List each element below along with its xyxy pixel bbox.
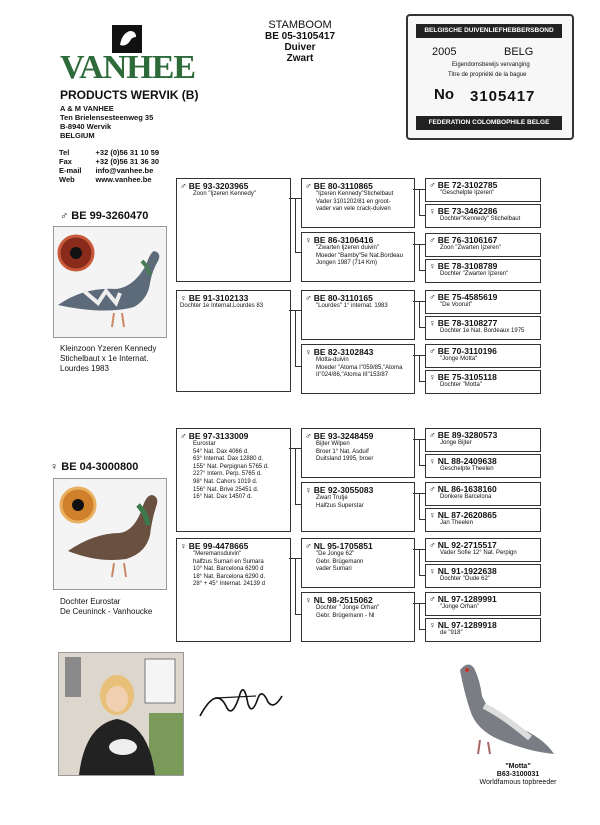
box-line: Jonge Bijter (440, 440, 472, 446)
contact-label: Fax (59, 157, 72, 166)
male-icon: ♂ (429, 430, 436, 440)
title-color: Zwart (286, 53, 314, 64)
male-icon: ♂ (180, 431, 187, 441)
contact-value[interactable]: www.vanhee.be (95, 175, 152, 184)
gen4-box (425, 316, 541, 340)
box-line: Jongen 1987 (714 Km) (316, 260, 378, 267)
contact-label: Tel (59, 148, 70, 157)
gen4-box (425, 259, 541, 283)
caption-line: Stichelbaut x 1e Internat. (60, 354, 149, 363)
ring-number: BE 76-3106167 (437, 235, 498, 245)
sire-photo (53, 226, 167, 338)
ring-number: NL 97-1289918 (437, 620, 497, 630)
box-line: Donkere Barcelona (440, 494, 492, 500)
female-icon: ♀ (180, 293, 187, 303)
ring-number: BE 78-3108277 (437, 318, 498, 328)
female-icon: ♀ (305, 235, 312, 245)
certificate-line1: Eigendomsbewijs vervanging (452, 62, 530, 68)
motta-pigeon-icon (440, 654, 560, 764)
male-icon: ♂ (429, 540, 436, 550)
box-line: Dochter "Zwarten Ijzeren" (440, 271, 509, 277)
box-line: "De Jonge 62" (316, 551, 355, 557)
box-line: II"024/86,"Atoma III"153/87 (316, 372, 389, 379)
title-type: Duiver (284, 42, 316, 53)
motta-ring: B63-3100031 (496, 771, 540, 778)
box-line: Vader 3101202/81 en groot- (316, 198, 391, 205)
pigeon-photo-icon (54, 227, 166, 337)
gen4-box (425, 454, 541, 478)
box-line: Dochter "Oude 62" (440, 576, 490, 582)
woman-photo-icon (59, 653, 183, 775)
ring-number: BE 75-4585619 (437, 292, 498, 302)
female-icon: ♀ (429, 566, 436, 576)
ring-number: BE 75-3105118 (437, 372, 497, 382)
box-line: "Jonge Orhan" (440, 604, 479, 610)
ring-number: BE 82-3102843 (313, 347, 374, 357)
gen4-box (425, 482, 541, 506)
ring-number: BE 92-3055083 (313, 485, 374, 495)
male-icon: ♂ (305, 541, 312, 551)
address-line: BELGIUM (60, 131, 95, 140)
female-icon: ♀ (429, 206, 436, 216)
address-line: A & M VANHEE (60, 104, 114, 113)
box-line: Jan Theelen (440, 520, 473, 526)
contact-value: +32 (0)56 31 36 30 (95, 157, 160, 166)
motta-name: "Motta" (505, 763, 531, 770)
certificate-no-label: No (434, 86, 454, 103)
ring-number: BE 73-3462286 (437, 206, 498, 216)
dam-caption (60, 597, 152, 617)
motta-caption (478, 763, 558, 787)
male-icon: ♂ (429, 484, 436, 494)
box-line: Dochter 1e Internat.Lourdes 83 (180, 303, 264, 309)
box-line: Moeder "Bamby"5e Nat.Bordeau (316, 252, 403, 259)
gen4-box (425, 618, 541, 642)
box-line: Motta-duivin (316, 357, 349, 363)
ring-number: NL 86-1638160 (437, 484, 497, 494)
caption-line: Dochter Eurostar (60, 597, 121, 606)
female-icon: ♀ (305, 347, 312, 357)
gen4-box (425, 290, 541, 314)
female-icon: ♀ (429, 261, 436, 271)
female-icon: ♀ (180, 541, 187, 551)
ring-number: BE 80-3110165 (313, 293, 373, 303)
sire-ring-number: BE 99-3260470 (71, 210, 149, 222)
ring-number: BE 99-4478665 (188, 541, 249, 551)
box-line: de "918" (440, 630, 463, 636)
caption-line: De Ceuninck - Vanhoucke (60, 607, 153, 616)
ring-number: NL 97-1289991 (437, 594, 497, 604)
gen2-box (176, 428, 291, 532)
box-line: "Jonge Motta" (440, 356, 478, 362)
gen2-box (176, 538, 291, 642)
certificate-year: 2005 (432, 46, 457, 58)
sire-ring (60, 210, 148, 222)
company-logo (60, 25, 240, 115)
pigeon-photo-icon (54, 479, 166, 589)
box-line: 63° Internat. Dax 12880 d. (193, 456, 264, 463)
certificate-number: 3105417 (470, 88, 536, 105)
ring-number: NL 92-2715517 (437, 540, 497, 550)
certificate-bottom-banner: FEDERATION COLOMBOPHILE BELGE (416, 116, 562, 130)
gen2-box (176, 290, 291, 392)
title-heading: STAMBOOM (268, 19, 332, 31)
male-icon: ♂ (429, 235, 436, 245)
gen4-box (425, 428, 541, 452)
sire-caption (60, 344, 156, 374)
ring-number: BE 91-3102133 (188, 293, 249, 303)
signature-icon (196, 676, 286, 726)
address-line: B-8940 Wervik (60, 122, 112, 131)
male-icon: ♂ (180, 181, 187, 191)
gen4-box (425, 233, 541, 257)
box-line: 54° Nat. Dax 4066 d. (193, 448, 249, 455)
male-icon: ♂ (429, 594, 436, 604)
ring-number: BE 72-3102785 (437, 180, 498, 190)
box-line: 155° Nat. Perpignan 5765 d. (193, 463, 269, 470)
box-line: 16° Nat. Dax 14507 d. (193, 494, 253, 501)
ring-number: BE 78-3108789 (437, 261, 498, 271)
box-line: "Zwarten Ijzeren duivin" (316, 245, 379, 251)
gen4-box (425, 370, 541, 394)
male-icon: ♂ (429, 292, 436, 302)
gen3-box (301, 592, 415, 642)
gen4-box (425, 204, 541, 228)
gen3-box (301, 290, 415, 340)
contact-value: +32 (0)56 31 10 59 (95, 148, 160, 157)
dam-ring (50, 461, 138, 473)
box-line: 156° Nat. Brive 25451 d. (193, 486, 259, 493)
female-icon: ♀ (305, 485, 312, 495)
gen3-box (301, 178, 415, 228)
contact-table (59, 148, 163, 184)
contact-label: E-mail (59, 166, 82, 175)
gen3-box (301, 538, 415, 588)
box-line: Zwart Trutje (316, 495, 348, 501)
gen3-box (301, 232, 415, 282)
box-line: Eurostar (193, 441, 216, 447)
caption-line: Lourdes 1983 (60, 364, 109, 373)
box-line: vader Sumari (316, 566, 352, 573)
owner-photo (58, 652, 184, 776)
box-line: "Geschelpte Ijzeren" (440, 190, 495, 196)
male-icon: ♂ (60, 210, 69, 222)
male-icon: ♂ (429, 180, 436, 190)
ring-number: NL 95-1705851 (313, 541, 373, 551)
logo-subtitle: PRODUCTS WERVIK (B) (60, 88, 199, 102)
female-icon: ♀ (429, 318, 436, 328)
box-line: Dochter " Jonge Orhan" (316, 605, 380, 611)
box-line: halfzus Sumari en Sumara (193, 558, 264, 565)
box-line: Dochter"Kennedy" Stichelbaut (440, 216, 521, 222)
gen2-box (176, 178, 291, 282)
contact-value[interactable]: info@vanhee.be (95, 166, 154, 175)
ring-number: BE 97-3133009 (188, 431, 249, 441)
male-icon: ♂ (305, 431, 312, 441)
dam-photo (53, 478, 167, 590)
title-ring: BE 05-3105417 (264, 31, 336, 42)
gen3-box (301, 428, 415, 478)
female-icon: ♀ (305, 595, 312, 605)
box-line: Bijter Wilpen (316, 441, 350, 447)
ring-number: NL 87-2620865 (437, 510, 497, 520)
box-line: 227° Intern. Perp. 5765 d. (193, 471, 262, 478)
box-line: 18° Nat. Barcelona 6290 d. (193, 573, 266, 580)
motta-description: Worldfamous topbreeder (479, 779, 557, 786)
caption-line: Kleinzoon Yzeren Kennedy (60, 344, 157, 353)
ring-number: NL 98-2515062 (313, 595, 373, 605)
box-line: vader van vele crack-duiven (316, 206, 391, 213)
box-line: "Meremansduivin" (193, 551, 242, 557)
ring-number: BE 93-3248459 (313, 431, 374, 441)
male-icon: ♂ (305, 293, 312, 303)
male-icon: ♂ (429, 346, 436, 356)
address-line: Ten Brielensesteenweg 35 (60, 113, 154, 122)
ring-number: BE 93-3203965 (188, 181, 249, 191)
contact-label: Web (59, 175, 75, 184)
box-line: Gebr. Brügemann - Nl (316, 612, 375, 619)
box-line: "Ijzeren Kennedy"Stichelbaut (316, 191, 394, 197)
dam-ring-number: BE 04-3000800 (61, 461, 139, 473)
box-line: 28° + 45° Internat. 24139 d (193, 581, 266, 588)
female-icon: ♀ (429, 510, 436, 520)
box-line: Duitsland 1995, broer (316, 456, 374, 463)
company-address (60, 104, 153, 140)
female-icon: ♀ (429, 620, 436, 630)
box-line: Geschelpte Theelen (440, 466, 494, 472)
male-icon: ♂ (305, 181, 312, 191)
box-line: 10° Nat. Barcelona 6290 d (193, 566, 264, 573)
pedigree-title (240, 20, 360, 64)
box-line: Broer 1° Nat. Asduif (316, 448, 369, 455)
ring-number: BE 89-3280573 (437, 430, 498, 440)
gen4-box (425, 592, 541, 616)
certificate-line2: Titre de propriété de la bague (448, 72, 527, 78)
box-line: Gebr. Brügemann (316, 558, 364, 565)
ring-number: BE 70-3110196 (437, 346, 497, 356)
box-line: 98° Nat. Cahors 1019 d. (193, 478, 258, 485)
logo-word: VANHEE (60, 49, 196, 86)
gen4-box (425, 344, 541, 368)
gen4-box (425, 538, 541, 562)
gen3-box (301, 344, 415, 394)
ring-number: BE 80-3110865 (313, 181, 373, 191)
certificate-top-banner: BELGISCHE DUIVENLIEFHEBBERSBOND (416, 24, 562, 38)
box-line: Vader Sofie 12° Nat. Perpign (440, 550, 517, 556)
ring-number: NL 88-2409638 (437, 456, 497, 466)
female-icon: ♀ (429, 456, 436, 466)
ring-number: BE 86-3106416 (313, 235, 374, 245)
box-line: Zoon "Zwarten Ijzeren" (440, 245, 501, 251)
gen4-box (425, 564, 541, 588)
box-line: Dochter "Motta" (440, 382, 482, 388)
box-line: Halfzus Superstar (316, 502, 364, 509)
box-line: Moeder "Atoma I"059/85,"Atoma (316, 364, 403, 371)
box-line: "De Vooruit" (440, 302, 473, 308)
box-line: "Lourdes" 1° internat. 1983 (316, 303, 388, 309)
gen4-box (425, 178, 541, 202)
ring-certificate (406, 14, 574, 140)
gen4-box (425, 508, 541, 532)
gen3-box (301, 482, 415, 532)
ring-number: NL 91-1922638 (437, 566, 497, 576)
female-icon: ♀ (50, 461, 59, 473)
female-icon: ♀ (429, 372, 436, 382)
box-line: Zoon "Ijzeren Kennedy" (193, 191, 256, 197)
box-line: Dochter 1e Nat. Bordeaux 1975 (440, 328, 525, 334)
certificate-country: BELG (504, 46, 534, 58)
